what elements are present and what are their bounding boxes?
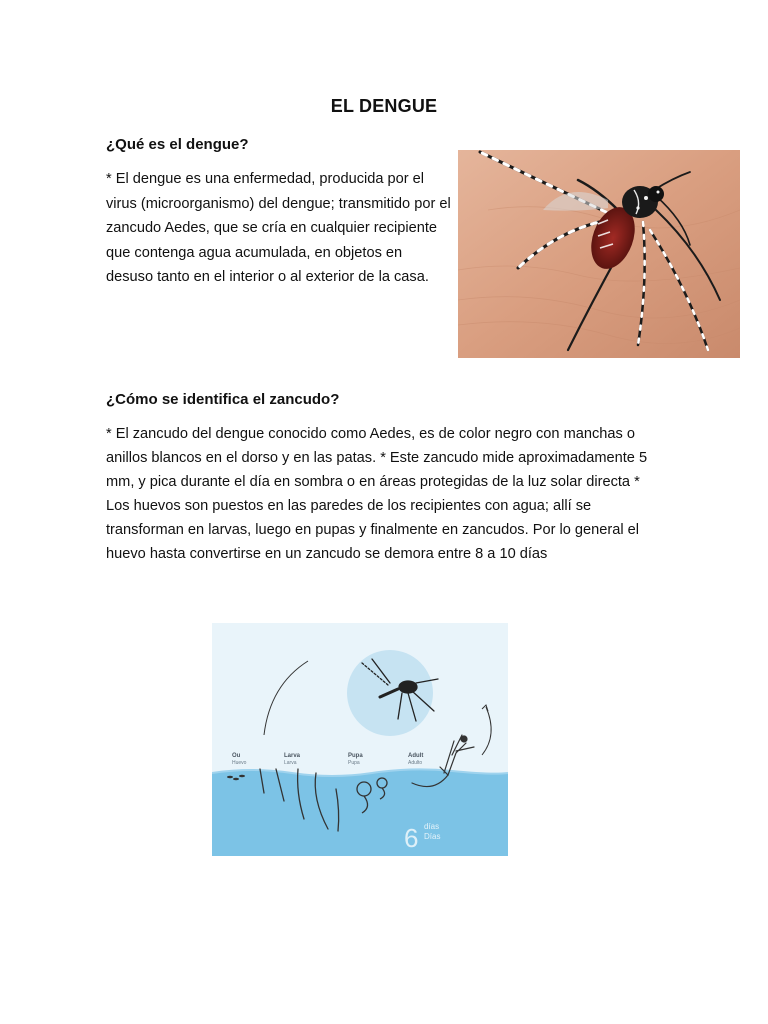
mosquito-photo [458, 150, 740, 358]
lifecycle-diagram [212, 623, 508, 856]
mosquito-photo-graphic [458, 150, 740, 358]
stage-sub-pupa: Pupa [348, 760, 360, 766]
section-heading-identify-mosquito: ¿Cómo se identifica el zancudo? [106, 391, 340, 408]
water-area [212, 769, 508, 856]
section-body-identify-mosquito: * El zancudo del dengue conocido como Aedes, es de color negro con manchas o anillos blancos en el dorso y en las patas. * Este zancudo mide aproximadamente 5 mm, y pica durante el día en sombra o en áreas protegidas de la luz solar directa * Los huevos son puestos en las paredes de los recipientes con agua; allí se transforman en larvas, luego en pupas y finalmente en zancudos. Por lo general el huevo hasta convertirse en un zancudo se demora entre 8 a 10 días [106, 426, 648, 562]
stage-label-egg: Ou [232, 753, 241, 759]
stage-sub-adult: Adulto [408, 760, 423, 766]
stage-sub-egg: Huevo [232, 760, 247, 766]
lifecycle-diagram-graphic [212, 623, 508, 856]
stage-label-pupa: Pupa [348, 753, 363, 759]
stage-label-adult: Adult [408, 753, 424, 759]
page-title: EL DENGUE [330, 96, 438, 116]
section-body-what-is-dengue: * El dengue es una enfermedad, producida por el virus (microorganismo) del dengue; transmitido por el zancudo Aedes, que se cría en cualquier recipiente que contenga agua acumulada, en objetos en desuso tanto en el interior o al exterior de la casa. [106, 171, 451, 286]
days-number: 6 [404, 823, 419, 853]
days-text: días [424, 822, 440, 831]
days-text-sub: Días [424, 832, 441, 841]
stage-sub-larva: Larva [284, 760, 297, 766]
section-heading-what-is-dengue: ¿Qué es el dengue? [106, 136, 249, 153]
stage-label-larva: Larva [284, 753, 301, 759]
